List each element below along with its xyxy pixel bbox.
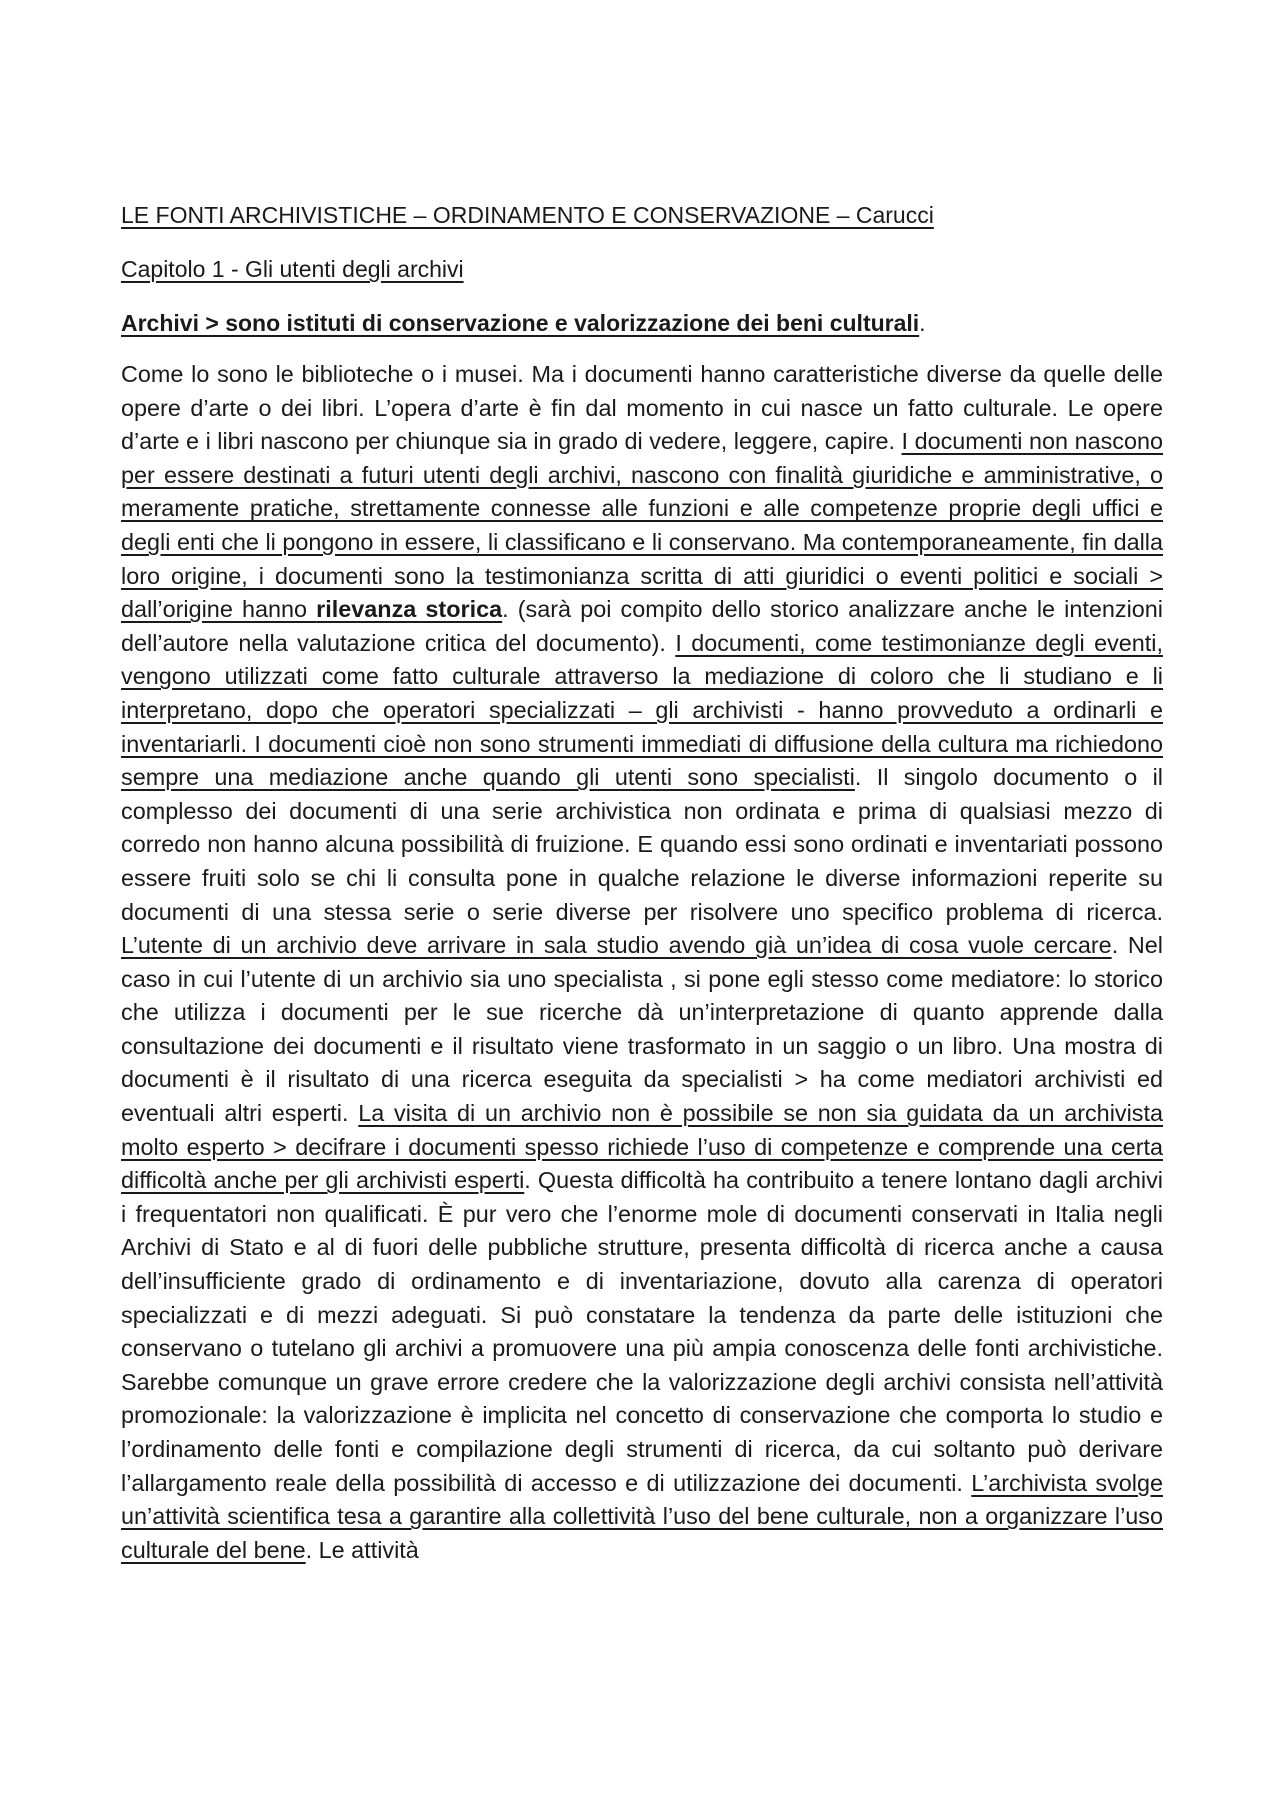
- segment-0: Come lo sono le biblioteche o i musei. Ma i documenti hanno caratteristiche diverse da quelle delle opere d’arte o dei libri. L’opera d’arte è fin dal momento in cui nasce un fatto culturale. Le opere d’arte e i libri nascono per chiunque sia in grado di vedere, leggere, capire.: [121, 361, 1163, 455]
- chapter-heading: Capitolo 1 - Gli utenti degli archivi: [121, 256, 464, 282]
- body-paragraph: [121, 358, 1163, 1567]
- document-title: LE FONTI ARCHIVISTICHE – ORDINAMENTO E CONSERVAZIONE – Carucci: [121, 202, 934, 228]
- segment-4: I documenti, come testimonianze degli eventi, vengono utilizzati come fatto culturale attraverso la mediazione di coloro che li studiano e li interpretano, dopo che operatori specializzati – gli archivisti - hanno provveduto a ordinarli e inventariarli. I documenti cioè non sono strumenti immediati di diffusione della cultura ma richiedono sempre una mediazione anche quando gli utenti sono specialisti: [121, 629, 1163, 791]
- heading-term: Archivi: [121, 310, 199, 336]
- segment-7: . Nel caso in cui l’utente di un archivio sia uno specialista , si pone egli stesso come mediatore: lo storico che utilizza i documenti per le sue ricerche dà un’interpretazione di quanto apprende dalla consultazione dei documenti e il risultato viene trasformato in un saggio o un libro. Una mostra di documenti è il risultato di una ricerca eseguita da specialisti > ha come mediatori archivisti ed eventuali altri esperti.: [121, 932, 1163, 1127]
- segment-11: . Le attività: [305, 1536, 419, 1563]
- segment-3: . (sarà poi compito dello storico analizzare anche le intenzioni dell’autore nella valutazione critica del documento).: [121, 596, 1163, 656]
- segment-5: . Il singolo documento o il complesso dei documenti di una serie archivistica non ordinata e prima di qualsiasi mezzo di corredo non hanno alcuna possibilità di fruizione. E quando essi sono ordinati e inventariati possono essere fruiti solo se chi li consulta pone in qualche relazione le diverse informazioni reperite su documenti di una stessa serie o serie diverse per risolvere uno specifico problema di ricerca.: [121, 764, 1163, 925]
- segment-8: La visita di un archivio non è possibile se non sia guidata da un archivista molto esperto > decifrare i documenti spesso richiede l’uso di competenze e comprende una certa difficoltà anche per gli archivisti esperti: [121, 1100, 1163, 1194]
- section-heading: [121, 308, 1163, 338]
- segment-9: . Questa difficoltà ha contribuito a tenere lontano dagli archivi i frequentatori non qualificati. È pur vero che l’enorme mole di documenti conservati in Italia negli Archivi di Stato e al di fuori delle pubbliche strutture, presenta difficoltà di ricerca anche a causa dell’insufficiente grado di ordinamento e di inventariazione, dovuto alla carenza di operatori specializzati e di mezzi adeguati. Si può constatare la tendenza da parte delle istituzioni che conservano o tutelano gli archivi a promuovere una più ampia conoscenza delle fonti archivistiche. Sarebbe comunque un grave errore credere che la valorizzazione degli archivi consista nell’attività promozionale: la valorizzazione è implicita nel concetto di conservazione che comporta lo studio e l’ordinamento delle fonti e compilazione degli strumenti di ricerca, da cui soltanto può derivare l’allargamento reale della possibilità di accesso e di utilizzazione dei documenti.: [121, 1167, 1163, 1496]
- segment-10: L’archivista svolge un’attività scientifica tesa a garantire alla collettività l’uso del bene culturale, non a organizzare l’uso culturale del bene: [121, 1469, 1163, 1563]
- segment-2: rilevanza storica: [316, 596, 503, 623]
- chapter-row: [121, 254, 1163, 308]
- segment-6: L’utente di un archivio deve arrivare in sala studio avendo già un’idea di cosa vuole cercare: [121, 932, 1112, 959]
- document-content: [121, 200, 1163, 1567]
- title-row: [121, 200, 1163, 254]
- heading-definition: > sono istituti di conservazione e valorizzazione dei beni culturali: [198, 310, 920, 336]
- segment-1: I documenti non nascono per essere destinati a futuri utenti degli archivi, nascono con finalità giuridiche e amministrative, o meramente pratiche, strettamente connesse alle funzioni e alle competenze proprie degli uffici e degli enti che li pongono in essere, li classificano e li conservano. Ma contemporaneamente, fin dalla loro origine, i documenti sono la testimonianza scritta di atti giuridici o eventi politici e sociali > dall’origine hanno: [121, 428, 1164, 623]
- heading-period: .: [919, 310, 926, 336]
